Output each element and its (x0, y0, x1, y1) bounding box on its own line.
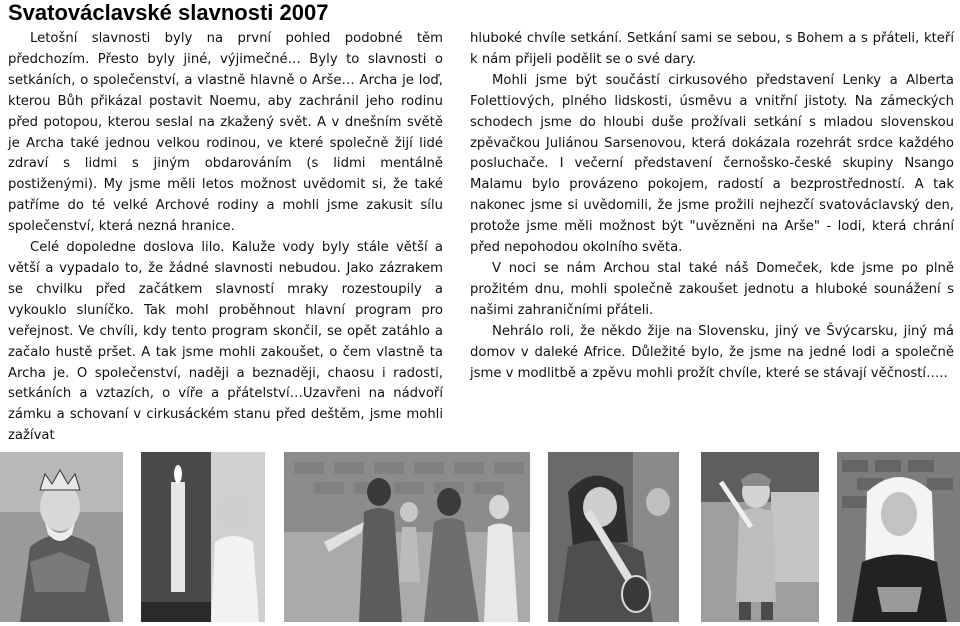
photo-man-with-crown-icon (0, 452, 123, 622)
right-column (470, 29, 954, 384)
photo-child-in-costume-icon (701, 452, 819, 622)
article-title: Svatováclavské slavnosti 2007 (8, 0, 329, 25)
photo-strip (0, 452, 960, 626)
paragraph: Nehrálo roli, že někdo žije na Slovensku, jiný ve Švýcarsku, jiný má domov v daleké Africe. Důležité bylo, že jsme na jedné lodi a společně jsme v modlitbě a zpěvu mohli prožít chvíle, které se stávají věčností….. (470, 323, 954, 381)
paragraph: Letošní slavnosti byly na první pohled podobné těm předchozím. Přesto byly jiné, výjimečné… Byly to slavnosti o setkáních, o společenství, a vlastně hlavně o Arše… Archa je loď, kterou Bůh přikázal postavit Noemu, aby zachránil jeho rodinu před potopou, kterou seslal na zkažený svět. A v dnešním světě je Archa také jednou velkou rodinou, ve které společně žijí lidé zdraví s lidmi s jiným obdarováním (s lidmi mentálně postiženými). My jsme měli letos možnost uvědomit si, že také patříme do té velké Archové rodiny a mohli jsme zakusit sílu společenství, která nezná hranice. (8, 31, 443, 235)
paragraph-continuation: hluboké chvíle setkání. Setkání sami se sebou, s Bohem a s přáteli, kteří k nám přijeli podělit se o své dary. (470, 31, 954, 67)
photo-altar-server-candle-icon (141, 452, 265, 622)
paragraph: Celé dopoledne doslova lilo. Kaluže vody byly stále větší a větší a vypadalo to, že žádné slavnosti nebudou. Jako zázrakem se chvilku před začátkem slavností mraky rozestoupily a vykouklo sluníčko. Tak mohl proběhnout hlavní program pro veřejnost. Ve chvíli, kdy tento program skončil, se opět zatáhlo a začalo hustě pršet. A tak jsme mohli zakoušet, o čem vlastně ta Archa je. O společenství, naději a beznaději, chaosu i radosti, setkáních a vztazích, o víře a přátelství…Uzavřeni na nádvoří zámku a schovaní v cirkusáckém stanu před deštěm, jsme mohli zažívat (8, 240, 443, 444)
photo-woman-playing-instrument-icon (548, 452, 679, 622)
left-column (8, 29, 443, 447)
paragraph: Mohli jsme být součástí cirkusového představení Lenky a Alberta Folettiových, plného lidskosti, úsměvu a vnitřní jistoty. Na zámeckých schodech jsme do hloubi duše prožívali setkání s mladou slovenskou zpěvačkou Juliánou Sarsenovou, která dokázala rozehrát srdce každého posluchače. I večerní představení černošsko-české skupiny Nsango Malamu bylo provázeno pokojem, radostí a bezprostředností. A tak nakonec jsme si uvědomili, že jsme prožili nejhezčí svatováclavský den, protože jsme měli možnost být "uvězněni na Arše" - lodi, která chrání před nepohodou okolního světa. (470, 72, 954, 256)
photo-woman-in-veil-icon (837, 452, 960, 622)
photo-costumed-dancers-icon (284, 452, 530, 622)
paragraph: V noci se nám Archou stal také náš Domeček, kde jsme po plně prožitém dnu, mohli společně zakoušet jednotu a hluboké sounážení s našimi zahraničními přáteli. (470, 260, 954, 318)
